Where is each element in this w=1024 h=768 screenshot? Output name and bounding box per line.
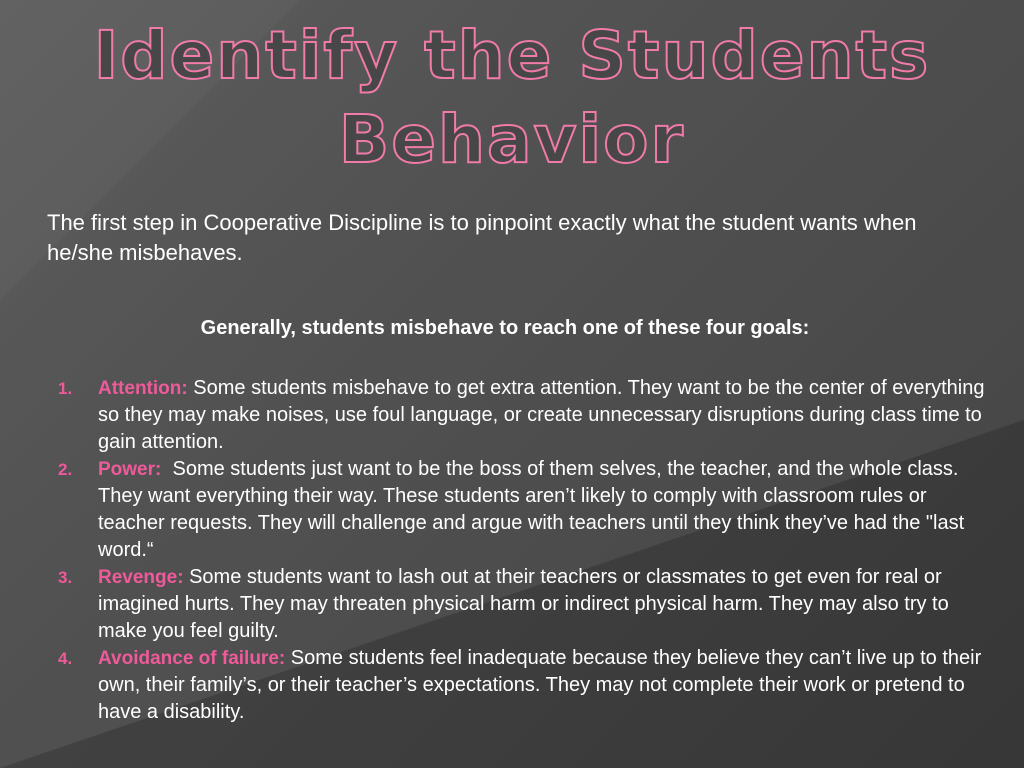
slide-title [60,14,964,182]
goal-item-revenge [50,564,990,645]
goals-subheading: Generally, students misbehave to reach one of these four goals: [200,317,810,339]
goal-name: Attention: [98,378,188,399]
goal-name: Revenge: [98,567,184,588]
slide-title-line-1: Identify the Students [93,17,931,94]
goal-number: 2. [58,460,73,479]
goal-text: Some students feel inadequate because they believe they can’t live up to their own, their family’s, or their teacher’s expectations. They may not complete their work or pretend to have a disability. [98,647,982,723]
intro-paragraph: The first step in Cooperative Discipline is to pinpoint exactly what the student wants when he/she misbehaves. [47,210,917,265]
goal-text: Some students just want to be the boss of them selves, the teacher, and the whole class. They want everything their way. These students aren’t likely to comply with classroom rules or teacher requests. They will challenge and argue with teachers until they think they’ve had the "last word.“ [98,458,965,561]
goal-item-power [50,456,990,564]
goal-text: Some students misbehave to get extra attention. They want to be the center of everything so they may make noises, use foul language, or create unnecessary disruptions during class time to gain attention. [98,377,985,453]
goal-number: 1. [58,379,73,398]
goal-name: Avoidance of failure: [98,648,286,669]
goal-text: Some students want to lash out at their teachers or classmates to get even for real or imagined hurts. They may threaten physical harm or indirect physical harm. They may also try to make you feel guilty. [98,566,949,642]
goal-number: 3. [58,568,73,587]
slide-title-line-2: Behavior [338,101,686,178]
goals-list [50,375,990,726]
goal-item-avoidance-of-failure [50,645,990,726]
goal-name: Power: [98,459,162,480]
goal-item-attention [50,375,990,456]
goal-number: 4. [58,649,73,668]
